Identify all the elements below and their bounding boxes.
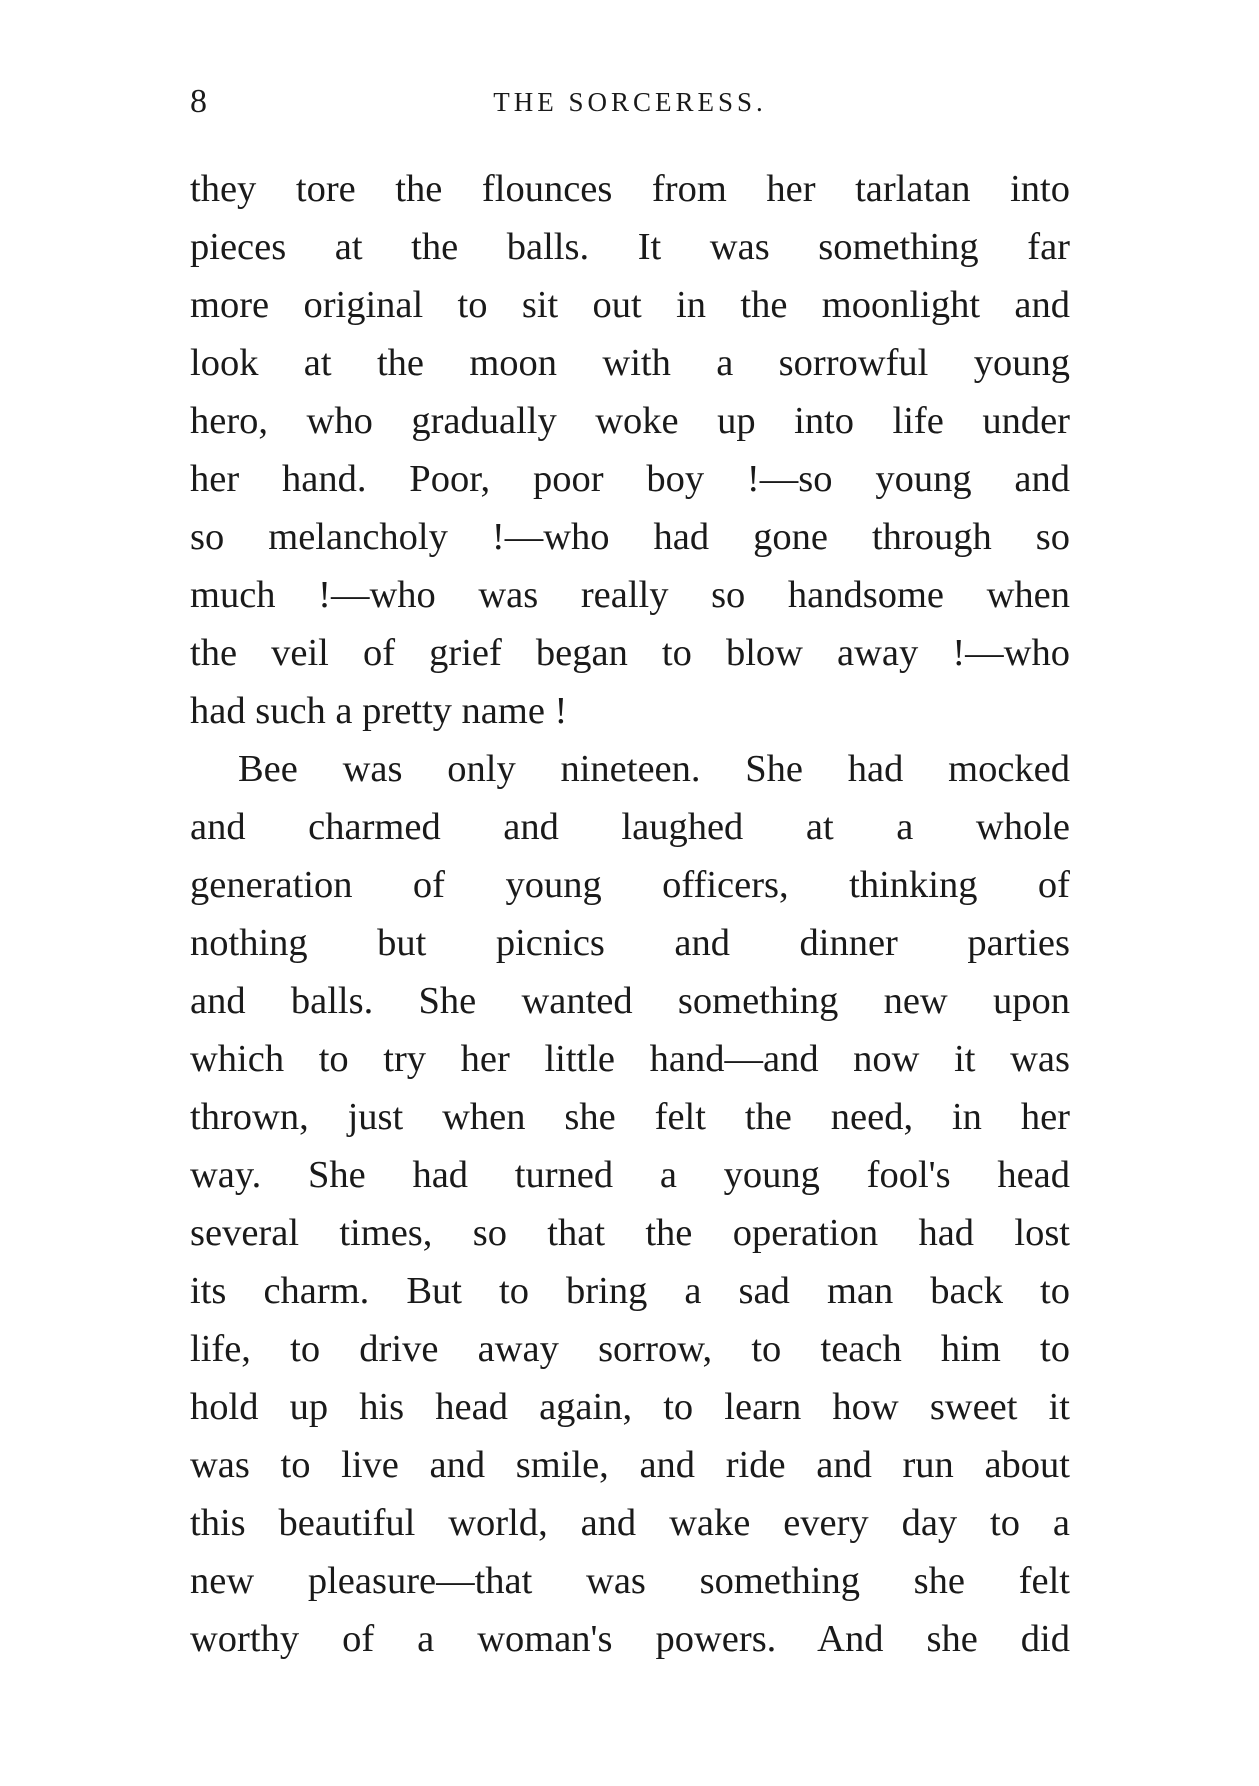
text-line: several times, so that the operation had lost (190, 1212, 1070, 1254)
text-line: and charmed and laughed at a whole (190, 806, 1070, 848)
text-line: they tore the flounces from her tarlatan into (190, 168, 1070, 210)
text-line: was to live and smile, and ride and run about (190, 1444, 1070, 1486)
text-line: so melancholy !—who had gone through so (190, 516, 1070, 558)
text-line: this beautiful world, and wake every day to a (190, 1502, 1070, 1544)
text-line: her hand. Poor, poor boy !—so young and (190, 458, 1070, 500)
body-text (190, 160, 1070, 1668)
running-title: THE SORCERESS. (493, 87, 767, 117)
text-line: life, to drive away sorrow, to teach him to (190, 1328, 1070, 1370)
text-line: way. She had turned a young fool's head (190, 1154, 1070, 1196)
text-line: worthy of a woman's powers. And she did (190, 1618, 1070, 1660)
running-head (190, 78, 1070, 126)
text-line: hero, who gradually woke up into life under (190, 400, 1070, 442)
page-number: 8 (190, 83, 207, 120)
text-line: had such a pretty name ! (190, 690, 568, 732)
text-line: the veil of grief began to blow away !—who (190, 632, 1070, 674)
text-line: nothing but picnics and dinner parties (190, 922, 1070, 964)
text-line: its charm. But to bring a sad man back to (190, 1270, 1070, 1312)
text-line: thrown, just when she felt the need, in her (190, 1096, 1070, 1138)
text-line: look at the moon with a sorrowful young (190, 342, 1070, 384)
text-line: pieces at the balls. It was something far (190, 226, 1070, 268)
text-line: new pleasure—that was something she felt (190, 1560, 1070, 1602)
text-line: much !—who was really so handsome when (190, 574, 1070, 616)
text-line: hold up his head again, to learn how sweet it (190, 1386, 1070, 1428)
text-line: which to try her little hand—and now it was (190, 1038, 1070, 1080)
text-line: and balls. She wanted something new upon (190, 980, 1070, 1022)
text-line: Bee was only nineteen. She had mocked (238, 748, 1070, 790)
text-line: more original to sit out in the moonlight and (190, 284, 1070, 326)
text-line: generation of young officers, thinking of (190, 864, 1070, 906)
